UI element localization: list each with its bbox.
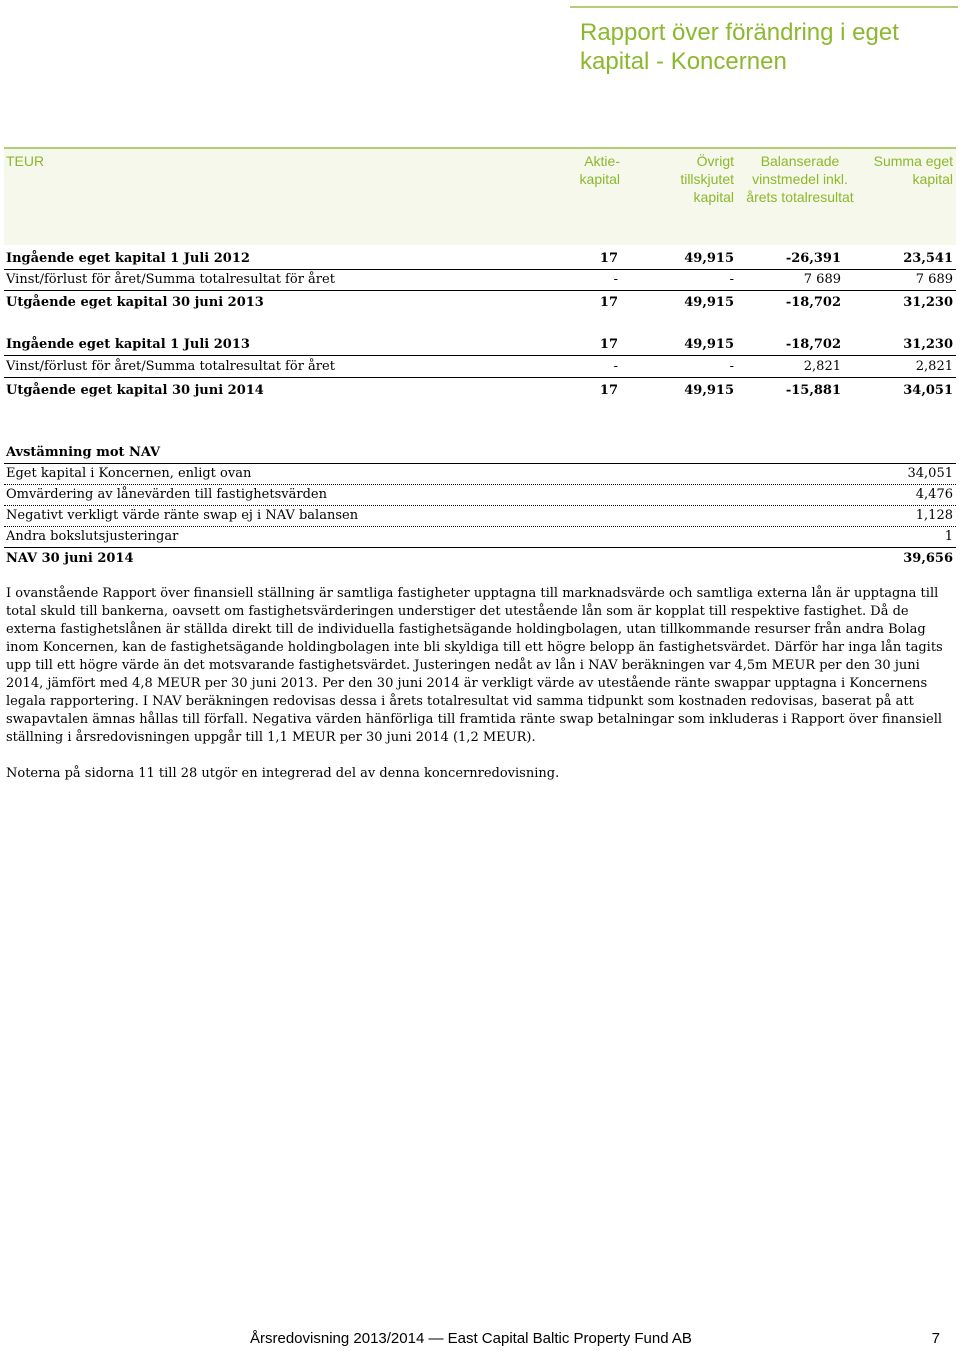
- cell-summa: 31,230: [903, 337, 953, 352]
- table-header: [4, 147, 956, 245]
- header-ovrigt-kapital: Övrigt tillskjutet kapital: [680, 153, 734, 205]
- row-label: Vinst/förlust för året/Summa totalresultat för året: [6, 359, 335, 374]
- nav-total-label: NAV 30 juni 2014: [6, 551, 134, 566]
- cell-aktiekapital: -: [613, 272, 618, 287]
- header-balanserade: Balanserade vinstmedel inkl. årets totalresultat: [746, 153, 854, 205]
- list-item: [4, 527, 956, 548]
- nav-item-label: Andra bokslutsjusteringar: [6, 529, 179, 544]
- cell-aktiekapital: 17: [599, 295, 618, 310]
- nav-item-value: 4,476: [915, 487, 953, 502]
- cell-balanserade: -18,702: [785, 295, 841, 310]
- row-label: Utgående eget kapital 30 juni 2013: [6, 295, 264, 310]
- cell-summa: 23,541: [903, 251, 953, 266]
- nav-total: [4, 549, 956, 569]
- row-label: Ingående eget kapital 1 Juli 2013: [6, 337, 250, 352]
- cell-ovrigt: -: [729, 272, 734, 287]
- cell-ovrigt: 49,915: [684, 295, 734, 310]
- nav-item-value: 34,051: [907, 466, 953, 481]
- cell-aktiekapital: 17: [599, 337, 618, 352]
- header-aktiekapital: Aktie- kapital: [579, 153, 620, 187]
- cell-aktiekapital: -: [613, 359, 618, 374]
- cell-aktiekapital: 17: [599, 383, 618, 398]
- header-summa: Summa eget kapital: [873, 153, 953, 187]
- list-item: [4, 464, 956, 485]
- nav-item-label: Omvärdering av lånevärden till fastighetsvärden: [6, 487, 327, 502]
- cell-ovrigt: 49,915: [684, 251, 734, 266]
- notes-paragraph: Noterna på sidorna 11 till 28 utgör en integrerad del av denna koncernredovisning.: [6, 766, 560, 781]
- cell-summa: 7 689: [915, 272, 953, 287]
- table-row: [4, 248, 956, 270]
- nav-item-value: 1: [944, 529, 953, 544]
- nav-heading-text: Avstämning mot NAV: [6, 445, 161, 460]
- cell-summa: 34,051: [903, 383, 953, 398]
- explanation-paragraph: I ovanstående Rapport över finansiell ställning är samtliga fastigheter upptagna till marknadsvärde och samtliga externa lån är upptagna till total skuld till bankerna, oavsett om fastighetsvärderingen understiger det utestående lån som är kopplat till respektive fastighet. Då de externa fastighetslånen är ställda direkt till de individuella fastighetsägande holdingbolagen, utan tillkommande resurser från andra Bolag inom Koncernen, kan de fastighetsägande holdingbolagen inte bli skyldiga till ett högre belopp än fastighetsvärdet. Därför har inga lån tagits upp till ett högre värde än det motsvarande fastighetsvärdet. Justeringen nedåt av lån i NAV beräkningen var 4,5m MEUR per den 30 juni 2014, jämfört med 4,8 MEUR per 30 juni 2013. Per den 30 juni 2014 är verkligt värde av utestående ränte swappar upptagna i Koncernens legala rapportering. I NAV beräkningen redovisas dessa i årets totalresultat vid samma tidpunkt som kostnaden redovisas, baserat på att swapavtalen ämnas hållas till förfall. Negativa värden hänförliga till framtida ränte swap betalningar som inkluderas i Rapport över finansiell ställning i årsredovisningen uppgår till 1,1 MEUR per 30 juni 2014 (1,2 MEUR).: [6, 586, 943, 745]
- list-item: [4, 485, 956, 506]
- nav-item-value: 1,128: [915, 508, 953, 523]
- footer-text: Årsredovisning 2013/2014 — East Capital Baltic Property Fund AB: [250, 1330, 692, 1347]
- row-label: Utgående eget kapital 30 juni 2014: [6, 383, 264, 398]
- table-row: [4, 356, 956, 378]
- table-row: [4, 380, 956, 401]
- cell-ovrigt: 49,915: [684, 337, 734, 352]
- nav-heading: [4, 443, 956, 464]
- cell-summa: 2,821: [915, 359, 953, 374]
- cell-balanserade: -15,881: [785, 383, 841, 398]
- table-row: [4, 269, 956, 291]
- row-label: Vinst/förlust för året/Summa totalresultat för året: [6, 272, 335, 287]
- list-item: [4, 506, 956, 527]
- nav-total-value: 39,656: [903, 551, 953, 566]
- title-box: [570, 6, 958, 78]
- page-footer: [250, 1329, 940, 1349]
- cell-ovrigt: -: [729, 359, 734, 374]
- nav-item-label: Negativt verkligt värde ränte swap ej i NAV balansen: [6, 508, 359, 523]
- cell-balanserade: 7 689: [803, 272, 841, 287]
- cell-summa: 31,230: [903, 295, 953, 310]
- header-teur: TEUR: [6, 153, 45, 169]
- row-label: Ingående eget kapital 1 Juli 2012: [6, 251, 250, 266]
- page-title: Rapport över förändring i eget kapital - Koncernen: [580, 19, 899, 75]
- cell-ovrigt: 49,915: [684, 383, 734, 398]
- cell-balanserade: -18,702: [785, 337, 841, 352]
- table-row: [4, 334, 956, 356]
- page-number: 7: [931, 1330, 940, 1347]
- table-row: [4, 292, 956, 313]
- cell-aktiekapital: 17: [599, 251, 618, 266]
- cell-balanserade: 2,821: [803, 359, 841, 374]
- cell-balanserade: -26,391: [785, 251, 841, 266]
- nav-item-label: Eget kapital i Koncernen, enligt ovan: [6, 466, 252, 481]
